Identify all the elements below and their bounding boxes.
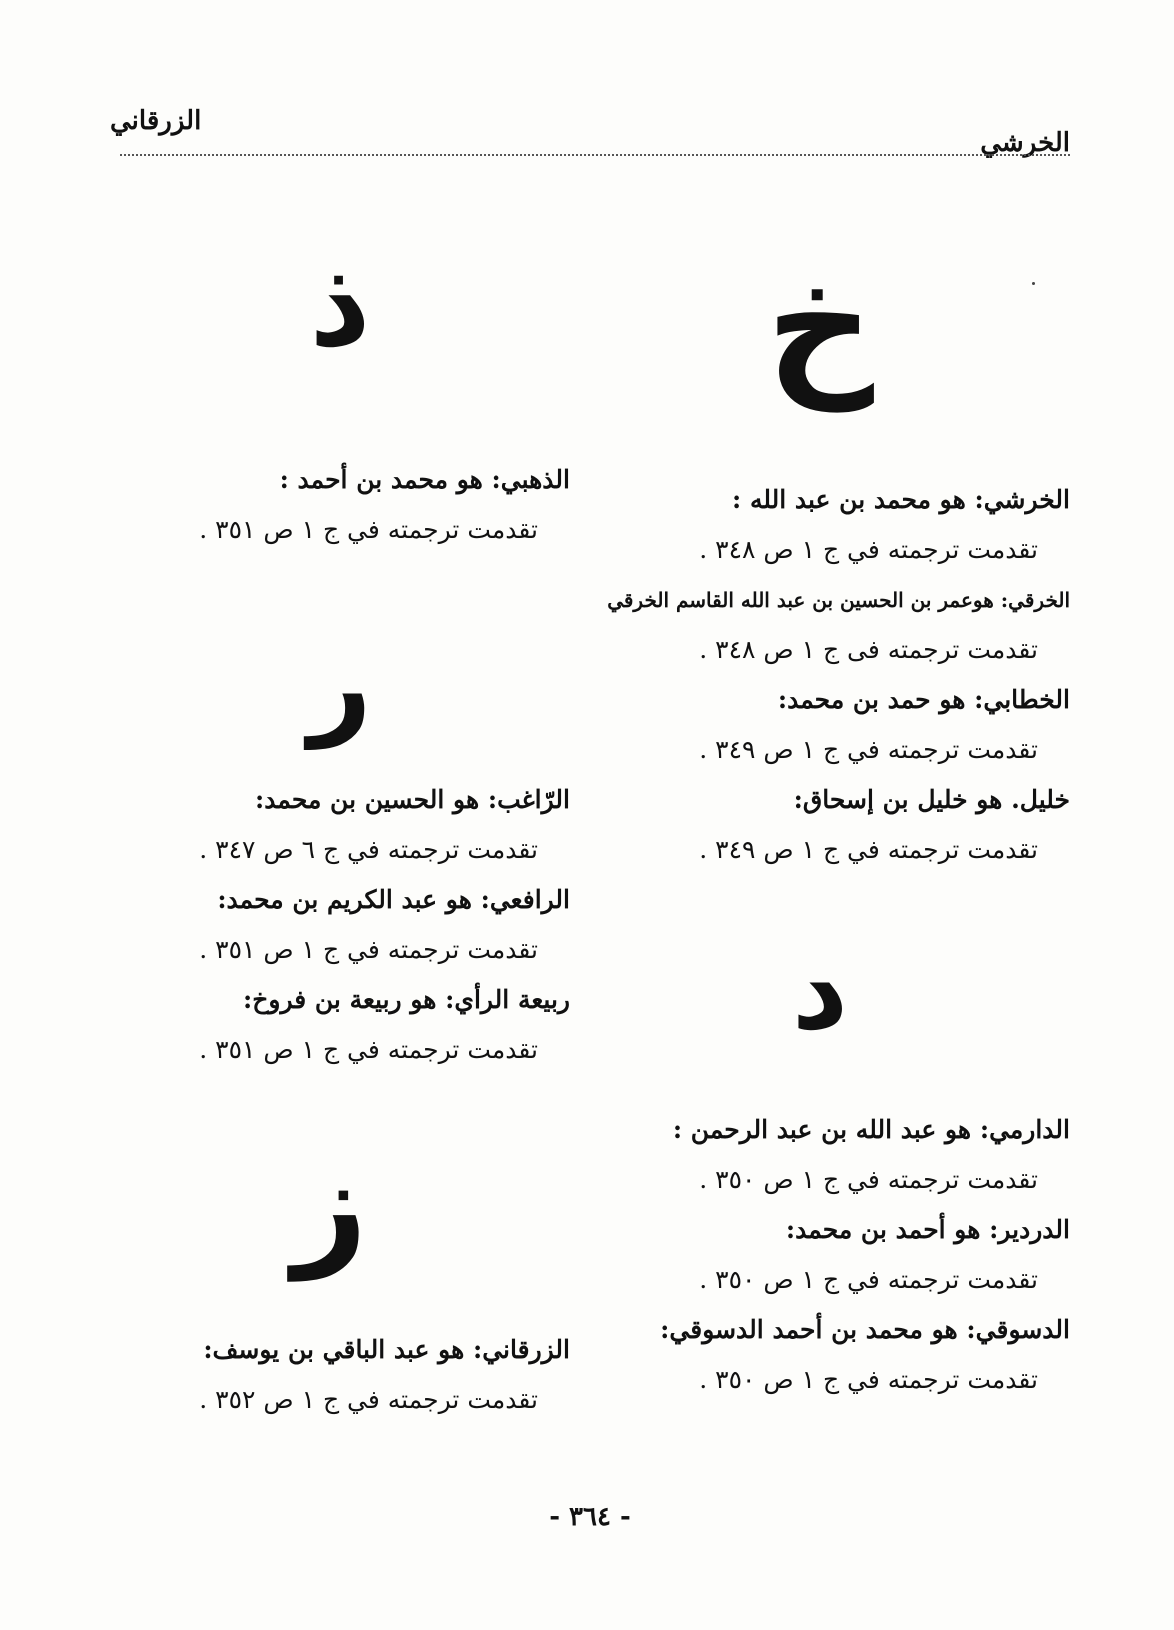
running-header-left: الزرقاني — [110, 106, 202, 136]
entry: الخطابي: هو حمد بن محمد: تقدمت ترجمته في ج ١ ص ٣٤٩ . — [600, 675, 1070, 775]
entry-reference: تقدمت ترجمته في ج ١ ص ٣٥١ . — [199, 515, 538, 544]
section-letter-kha: خ — [765, 238, 875, 412]
entry-reference: تقدمت ترجمته في ج ١ ص ٣٤٨ . — [699, 535, 1038, 564]
entry-desc: هو حمد بن محمد: — [777, 685, 966, 714]
entry: الدارمي: هو عبد الله بن عبد الرحمن : تقدمت ترجمته في ج ١ ص ٣٥٠ . — [600, 1105, 1070, 1205]
section-dal-entries — [600, 1105, 1070, 1405]
entry-reference: تقدمت ترجمته في ج ١ ص ٣٥١ . — [199, 1035, 538, 1064]
entry-desc: هو عبد الباقي بن يوسف: — [203, 1335, 465, 1364]
entry: الخرشي: هو محمد بن عبد الله : تقدمت ترجمته في ج ١ ص ٣٤٨ . — [600, 475, 1070, 575]
entry-reference: تقدمت ترجمته في ج ١ ص ٣٥٢ . — [199, 1385, 538, 1414]
entry: الذهبي: هو محمد بن أحمد : تقدمت ترجمته في ج ١ ص ٣٥١ . — [140, 455, 570, 555]
entry-reference: تقدمت ترجمته في ج ١ ص ٣٥٠ . — [699, 1365, 1038, 1394]
speck — [1032, 282, 1035, 285]
section-ra-entries — [140, 775, 570, 1075]
entry-desc: هو محمد بن أحمد الدسوقي: — [660, 1315, 958, 1344]
entry-desc: هو محمد بن عبد الله : — [732, 485, 966, 514]
entry-desc: هو أحمد بن محمد: — [785, 1215, 981, 1244]
entry-reference: تقدمت ترجمته في ج ٦ ص ٣٤٧ . — [199, 835, 538, 864]
entry: الدردير: هو أحمد بن محمد: تقدمت ترجمته في ج ١ ص ٣٥٠ . — [600, 1205, 1070, 1305]
section-letter-dhal: ذ — [309, 235, 371, 374]
entry-desc: هو الحسين بن محمد: — [255, 785, 480, 814]
entry-desc: هوعمر بن الحسين بن عبد الله القاسم الخرقي — [607, 588, 994, 612]
entry: الزرقاني: هو عبد الباقي بن يوسف: تقدمت ترجمته في ج ١ ص ٣٥٢ . — [140, 1325, 570, 1425]
entry-name: الخرقي — [1008, 588, 1070, 612]
entry-reference: تقدمت ترجمته في ج ١ ص ٣٤٩ . — [699, 735, 1038, 764]
entry-reference: تقدمت ترجمته في ج ١ ص ٣٥٠ . — [699, 1265, 1038, 1294]
entry-desc: هو محمد بن أحمد : — [279, 465, 483, 494]
entry: الرافعي: هو عبد الكريم بن محمد: تقدمت ترجمته في ج ١ ص ٣٥١ . — [140, 875, 570, 975]
entry-name: الزرقاني — [482, 1335, 570, 1364]
entry-desc: هو خليل بن إسحاق: — [793, 785, 1003, 814]
entry-desc: هو عبد الله بن عبد الرحمن : — [672, 1115, 972, 1144]
entry-desc: هو ربيعة بن فروخ: — [243, 985, 437, 1014]
entry-name: الرّاغب — [497, 785, 570, 814]
header-divider — [120, 154, 1070, 156]
entry-name: الدسوقي — [975, 1315, 1070, 1344]
entry-name: الدردير — [998, 1215, 1070, 1244]
entry: الرّاغب: هو الحسين بن محمد: تقدمت ترجمته في ج ٦ ص ٣٤٧ . — [140, 775, 570, 875]
entry-name: الخطابي — [983, 685, 1070, 714]
entry-name: الرافعي — [489, 885, 570, 914]
entry: الدسوقي: هو محمد بن أحمد الدسوقي: تقدمت ترجمته في ج ١ ص ٣٥٠ . — [600, 1305, 1070, 1405]
entry-desc: هو عبد الكريم بن محمد: — [217, 885, 472, 914]
entry: ربيعة الرأي: هو ربيعة بن فروخ: تقدمت ترجمته في ج ١ ص ٣٥١ . — [140, 975, 570, 1075]
page-number: - ٣٦٤ - — [549, 1502, 631, 1532]
entry-name: ربيعة الرأي — [454, 985, 570, 1014]
entry-reference: تقدمت ترجمته في ج ١ ص ٣٤٩ . — [699, 835, 1038, 864]
section-letter-dal: د — [791, 926, 849, 1054]
section-dhal-entries — [140, 455, 570, 555]
section-kha-entries — [600, 475, 1070, 875]
section-zay-entries — [140, 1325, 570, 1425]
entry-reference: تقدمت ترجمته في ج ١ ص ٣٥٠ . — [699, 1165, 1038, 1194]
entry — [600, 775, 1070, 875]
entry-name: الخرشي — [983, 485, 1070, 514]
entry-reference: تقدمت ترجمته في ج ١ ص ٣٥١ . — [199, 935, 538, 964]
section-letter-zay: ز — [292, 1129, 368, 1281]
entry-name: خليل. — [1011, 785, 1070, 814]
entry-name: الدارمي — [989, 1115, 1070, 1144]
entry: الخرقي: هوعمر بن الحسين بن عبد الله القاسم الخرقي تقدمت ترجمته فى ج ١ ص ٣٤٨ . — [600, 575, 1070, 675]
entry-reference: تقدمت ترجمته فى ج ١ ص ٣٤٨ . — [699, 635, 1038, 664]
entry-name: الذهبي — [500, 465, 570, 494]
section-letter-ra: ر — [308, 621, 372, 749]
running-header-right: الخرشي — [980, 128, 1070, 158]
